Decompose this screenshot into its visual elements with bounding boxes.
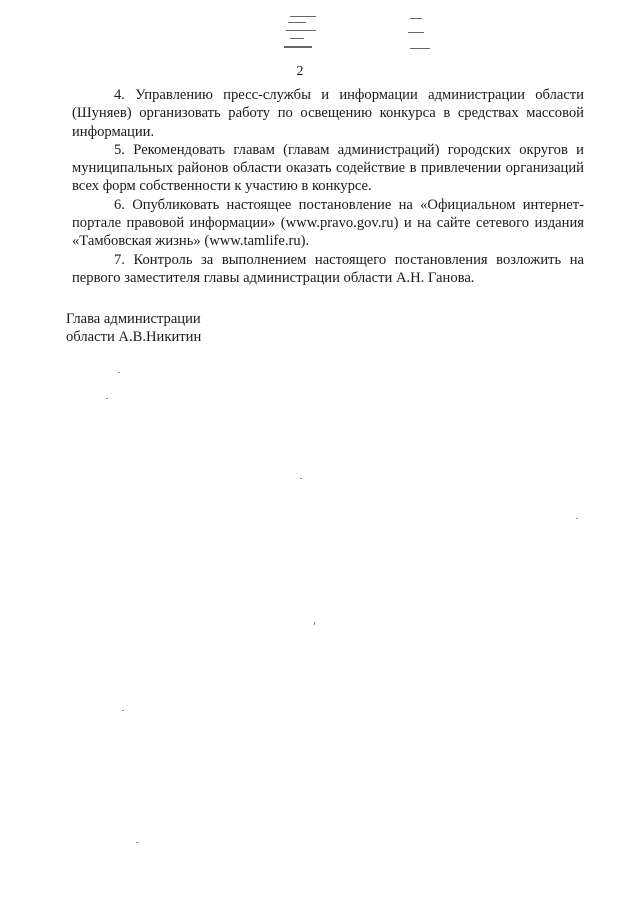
scan-speck	[576, 518, 578, 519]
signature-block	[66, 310, 201, 347]
scan-speck	[136, 842, 138, 843]
document-body	[72, 86, 584, 287]
scan-speck	[300, 478, 302, 479]
page-number: 2	[296, 64, 304, 79]
paragraph-5: 5. Рекомендовать главам (главам администраций) городских округов и муниципальных районов области оказать содействие в привлечении организаций всех форм собственности к участию в конкурсе.	[72, 141, 584, 195]
signature-title: Глава администрации	[66, 311, 201, 327]
scan-artifact-marks	[280, 10, 460, 55]
paragraph-6: 6. Опубликовать настоящее постановление на «Официальном интернет-портале правовой информации» (www.pravo.gov.ru) и на сайте сетевого издания «Тамбовская жизнь» (www.tamlife.ru).	[72, 196, 584, 250]
scan-speck	[314, 622, 315, 625]
paragraph-7: 7. Контроль за выполнением настоящего постановления возложить на первого заместителя главы администрации области А.Н. Ганова.	[72, 251, 584, 286]
scan-speck	[118, 372, 120, 373]
scan-speck	[122, 710, 124, 711]
signature-name: области А.В.Никитин	[66, 329, 202, 346]
paragraph-4: 4. Управлению пресс-службы и информации администрации области (Шуняев) организовать работу по освещению конкурса в средствах массовой информации.	[72, 87, 584, 140]
scan-speck	[106, 398, 108, 399]
